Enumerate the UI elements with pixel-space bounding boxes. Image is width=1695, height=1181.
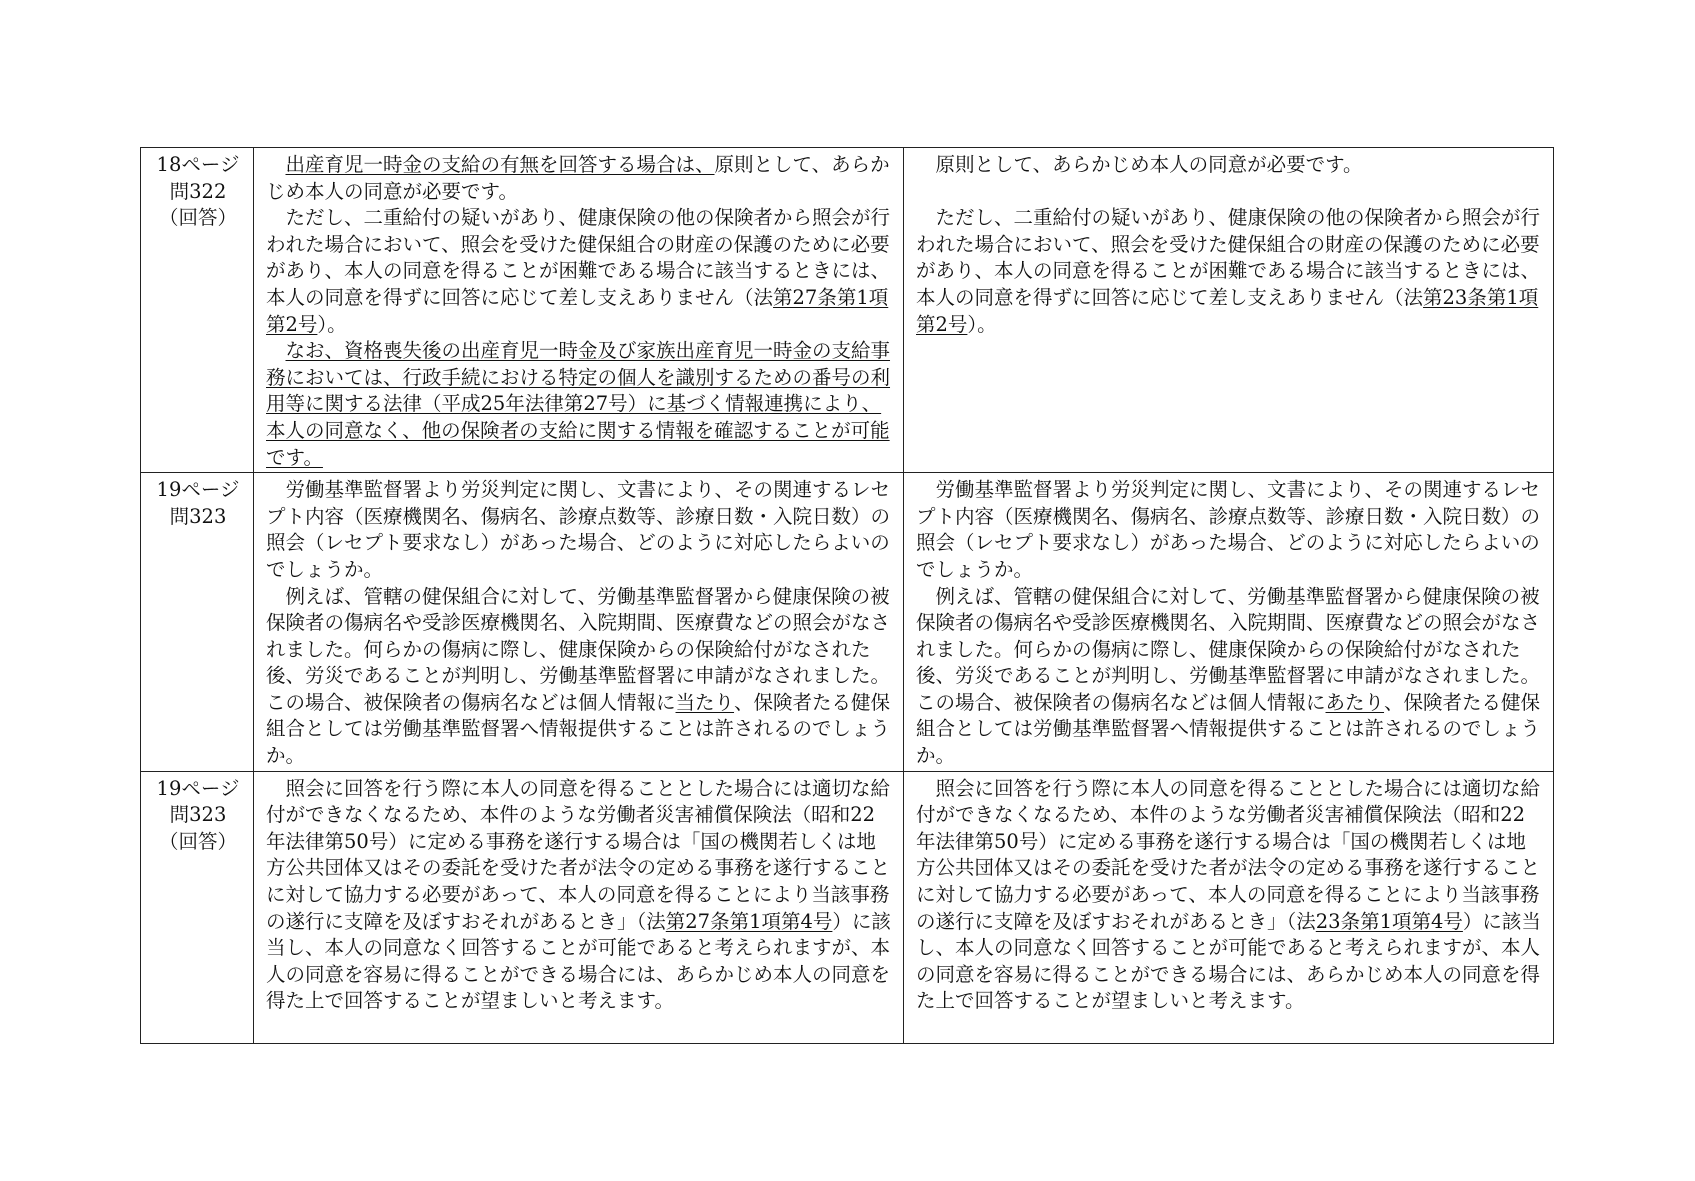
- text-run: 原則として、あらかじめ本人の同意が必要です。: [266, 153, 890, 203]
- page-ref: 18ページ: [156, 153, 240, 176]
- changed-text: 第27条第1項第2号: [266, 285, 889, 336]
- comparison-table: [140, 147, 1554, 1044]
- revised-text-cell: [254, 771, 904, 1043]
- blank-line: [916, 179, 1543, 206]
- text-run: ただし、二重給付の疑いがあり、健康保険の他の保険者から照会が行われた場合において、照会を受けた健保組合の財産の保護のために必要があり、本人の同意を得ることが困難である場合に該当するときには、本人の同意を得ずに回答に応じて差し支えありません（法: [266, 206, 891, 309]
- text-run: ）。: [967, 312, 997, 336]
- current-text-cell: [904, 771, 1554, 1043]
- reference-cell: [141, 473, 254, 772]
- paragraph: [266, 477, 893, 583]
- text-run: ）に該当し、本人の同意なく回答することが可能であると考えられますが、本人の同意を容易に得ることができる場合には、あらかじめ本人の同意を得た上で回答することが望ましいと考えます。: [916, 909, 1541, 1013]
- table-row: [141, 473, 1554, 772]
- page-ref: 19ページ: [156, 776, 240, 800]
- paragraph: [916, 776, 1543, 1015]
- question-ref: 問322: [169, 179, 227, 203]
- paragraph: [266, 584, 893, 770]
- changed-text: なお、資格喪失後の出産育児一時金及び家族出産育児一時金の支給事務においては、行政手続における特定の個人を識別するための番号の利用等に関する法律（平成25年法律第27号）に基づく情報連携により、本人の同意なく、他の保険者の支給に関する情報を確認することが可能です。: [266, 339, 891, 469]
- text-run: ）に該当し、本人の同意なく回答することが可能であると考えられますが、本人の同意を容易に得ることができる場合には、あらかじめ本人の同意を得た上で回答することが望ましいと考えます。: [266, 909, 891, 1013]
- paragraph: [266, 338, 893, 471]
- answer-tag: （回答）: [158, 829, 237, 853]
- reference-cell: [141, 771, 254, 1043]
- text-run: 例えば、管轄の健保組合に対して、労働基準監督署から健康保険の被保険者の傷病名や受診医療機関名、入院期間、医療費などの照会がなされました。何らかの傷病に際し、健康保険からの保険給付がなされた後、労災であることが判明し、労働基準監督署に申請がなされました。この場合、被保険者の傷病名などは個人情報に: [916, 584, 1541, 714]
- current-text-cell: [904, 473, 1554, 772]
- revised-text-cell: [254, 148, 904, 473]
- question-ref: 問323: [169, 504, 227, 528]
- text-run: 照会に回答を行う際に本人の同意を得ることとした場合には適切な給付ができなくなるため、本件のような労働者災害補償保険法（昭和22年法律第50号）に定める事務を遂行する場合は「国の機関若しくは地方公共団体又はその委託を受けた者が法令の定める事務を遂行することに対して協力する必要があって、本人の同意を得ることにより当該事務の遂行に支障を及ぼすおそれがあるとき」（法: [916, 776, 1541, 933]
- paragraph: [916, 477, 1543, 583]
- text-run: 、保険者たる健保組合としては労働基準監督署へ情報提供することは許されるのでしょうか。: [916, 690, 1541, 768]
- paragraph: [916, 152, 1543, 179]
- paragraph: [916, 584, 1543, 770]
- answer-tag: （回答）: [158, 206, 237, 230]
- text-run: 原則として、あらかじめ本人の同意が必要です。: [935, 153, 1363, 176]
- text-run: 、保険者たる健保組合としては労働基準監督署へ情報提供することは許されるのでしょうか。: [266, 690, 891, 768]
- changed-text: 当たり: [675, 690, 735, 714]
- text-run: 労働基準監督署より労災判定に関し、文書により、その関連するレセプト内容（医療機関名、傷病名、診療点数等、診療日数・入院日数）の照会（レセプト要求なし）があった場合、どのように対応したらよいのでしょうか。: [266, 478, 891, 581]
- changed-text: あたり: [1325, 690, 1385, 714]
- changed-text: 第23条第1項第2号: [916, 285, 1539, 336]
- table-row: [141, 148, 1554, 473]
- page-ref: 19ページ: [156, 478, 240, 502]
- current-text-cell: [904, 148, 1554, 473]
- question-ref: 問323: [169, 803, 227, 827]
- text-run: 労働基準監督署より労災判定に関し、文書により、その関連するレセプト内容（医療機関名、傷病名、診療点数等、診療日数・入院日数）の照会（レセプト要求なし）があった場合、どのように対応したらよいのでしょうか。: [916, 478, 1541, 581]
- text-run: 例えば、管轄の健保組合に対して、労働基準監督署から健康保険の被保険者の傷病名や受診医療機関名、入院期間、医療費などの照会がなされました。何らかの傷病に際し、健康保険からの保険給付がなされた後、労災であることが判明し、労働基準監督署に申請がなされました。この場合、被保険者の傷病名などは個人情報に: [266, 584, 891, 714]
- paragraph: [266, 205, 893, 338]
- reference-cell: [141, 148, 254, 473]
- changed-text: 出産育児一時金の支給の有無を回答する場合は、: [285, 153, 715, 176]
- text-run: ）。: [317, 312, 347, 336]
- paragraph: [266, 152, 893, 205]
- revised-text-cell: [254, 473, 904, 772]
- paragraph: [916, 205, 1543, 338]
- paragraph: [266, 776, 893, 1015]
- changed-text: 第27条第1項第4号: [665, 909, 833, 933]
- changed-text: 23条第1項第4号: [1315, 909, 1463, 933]
- table-row: [141, 771, 1554, 1043]
- text-run: 照会に回答を行う際に本人の同意を得ることとした場合には適切な給付ができなくなるため、本件のような労働者災害補償保険法（昭和22年法律第50号）に定める事務を遂行する場合は「国の機関若しくは地方公共団体又はその委託を受けた者が法令の定める事務を遂行することに対して協力する必要があって、本人の同意を得ることにより当該事務の遂行に支障を及ぼすおそれがあるとき」（法: [266, 776, 891, 933]
- text-run: ただし、二重給付の疑いがあり、健康保険の他の保険者から照会が行われた場合において、照会を受けた健保組合の財産の保護のために必要があり、本人の同意を得ることが困難である場合に該当するときには、本人の同意を得ずに回答に応じて差し支えありません（法: [916, 206, 1541, 309]
